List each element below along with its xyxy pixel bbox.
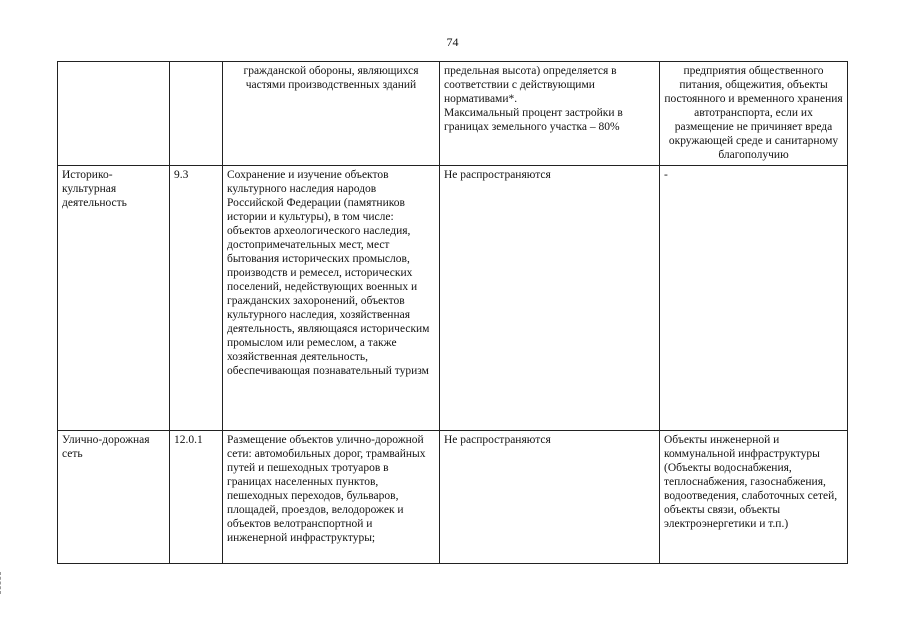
code-cell: 9.3: [170, 166, 223, 431]
activity-cell: Историко-культурная деятельность: [58, 166, 170, 431]
auxiliary-cell: Объекты инженерной и коммунальной инфраструктуры (Объекты водоснабжения, теплоснабжения, газоснабжения, водоотведения, слаботочных сетей, объекты связи, объекты электроэнергетики и т.п.): [660, 431, 848, 564]
description-cell: Размещение объектов улично-дорожной сети: автомобильных дорог, трамвайных путей и пешеходных тротуаров в границах населенных пунктов, пешеходных переходов, бульваров, площадей, проездов, велодорожек и объектов велотранспортной и инженерной инфраструктуры;: [223, 431, 440, 564]
parameters-cell: предельная высота) определяется в соответствии с действующими нормативами*. Максимальный процент застройки в границах земельного участка – 80%: [440, 62, 660, 166]
auxiliary-cell: -: [660, 166, 848, 431]
regulations-table: [57, 61, 848, 564]
table-row: [58, 431, 848, 564]
parameters-cell: Не распространяются: [440, 431, 660, 564]
table-row: [58, 166, 848, 431]
description-cell: Сохранение и изучение объектов культурного наследия народов Российской Федерации (памятников истории и культуры), в том числе: объектов археологического наследия, достопримечательных мест, мест бытования исторических промыслов, производств и ремесел, исторических поселений, недействующих военных и гражданских захоронений, объектов культурного наследия, хозяйственная деятельность, являющаяся историческим промыслом или ремеслом, а также хозяйственная деятельность, обеспечивающая познавательный туризм: [223, 166, 440, 431]
auxiliary-cell: предприятия общественного питания, общежития, объекты постоянного и временного хранения автотранспорта, если их размещение не причиняет вреда окружающей среде и санитарному благополучию: [660, 62, 848, 166]
code-cell: [170, 62, 223, 166]
description-cell: гражданской обороны, являющихся частями производственных зданий: [223, 62, 440, 166]
parameters-cell: Не распространяются: [440, 166, 660, 431]
activity-cell: [58, 62, 170, 166]
code-cell: 12.0.1: [170, 431, 223, 564]
table-row: [58, 62, 848, 166]
scan-edge-mark: [0, 572, 6, 594]
activity-cell: Улично-дорожная сеть: [58, 431, 170, 564]
page-number: 74: [446, 35, 459, 49]
